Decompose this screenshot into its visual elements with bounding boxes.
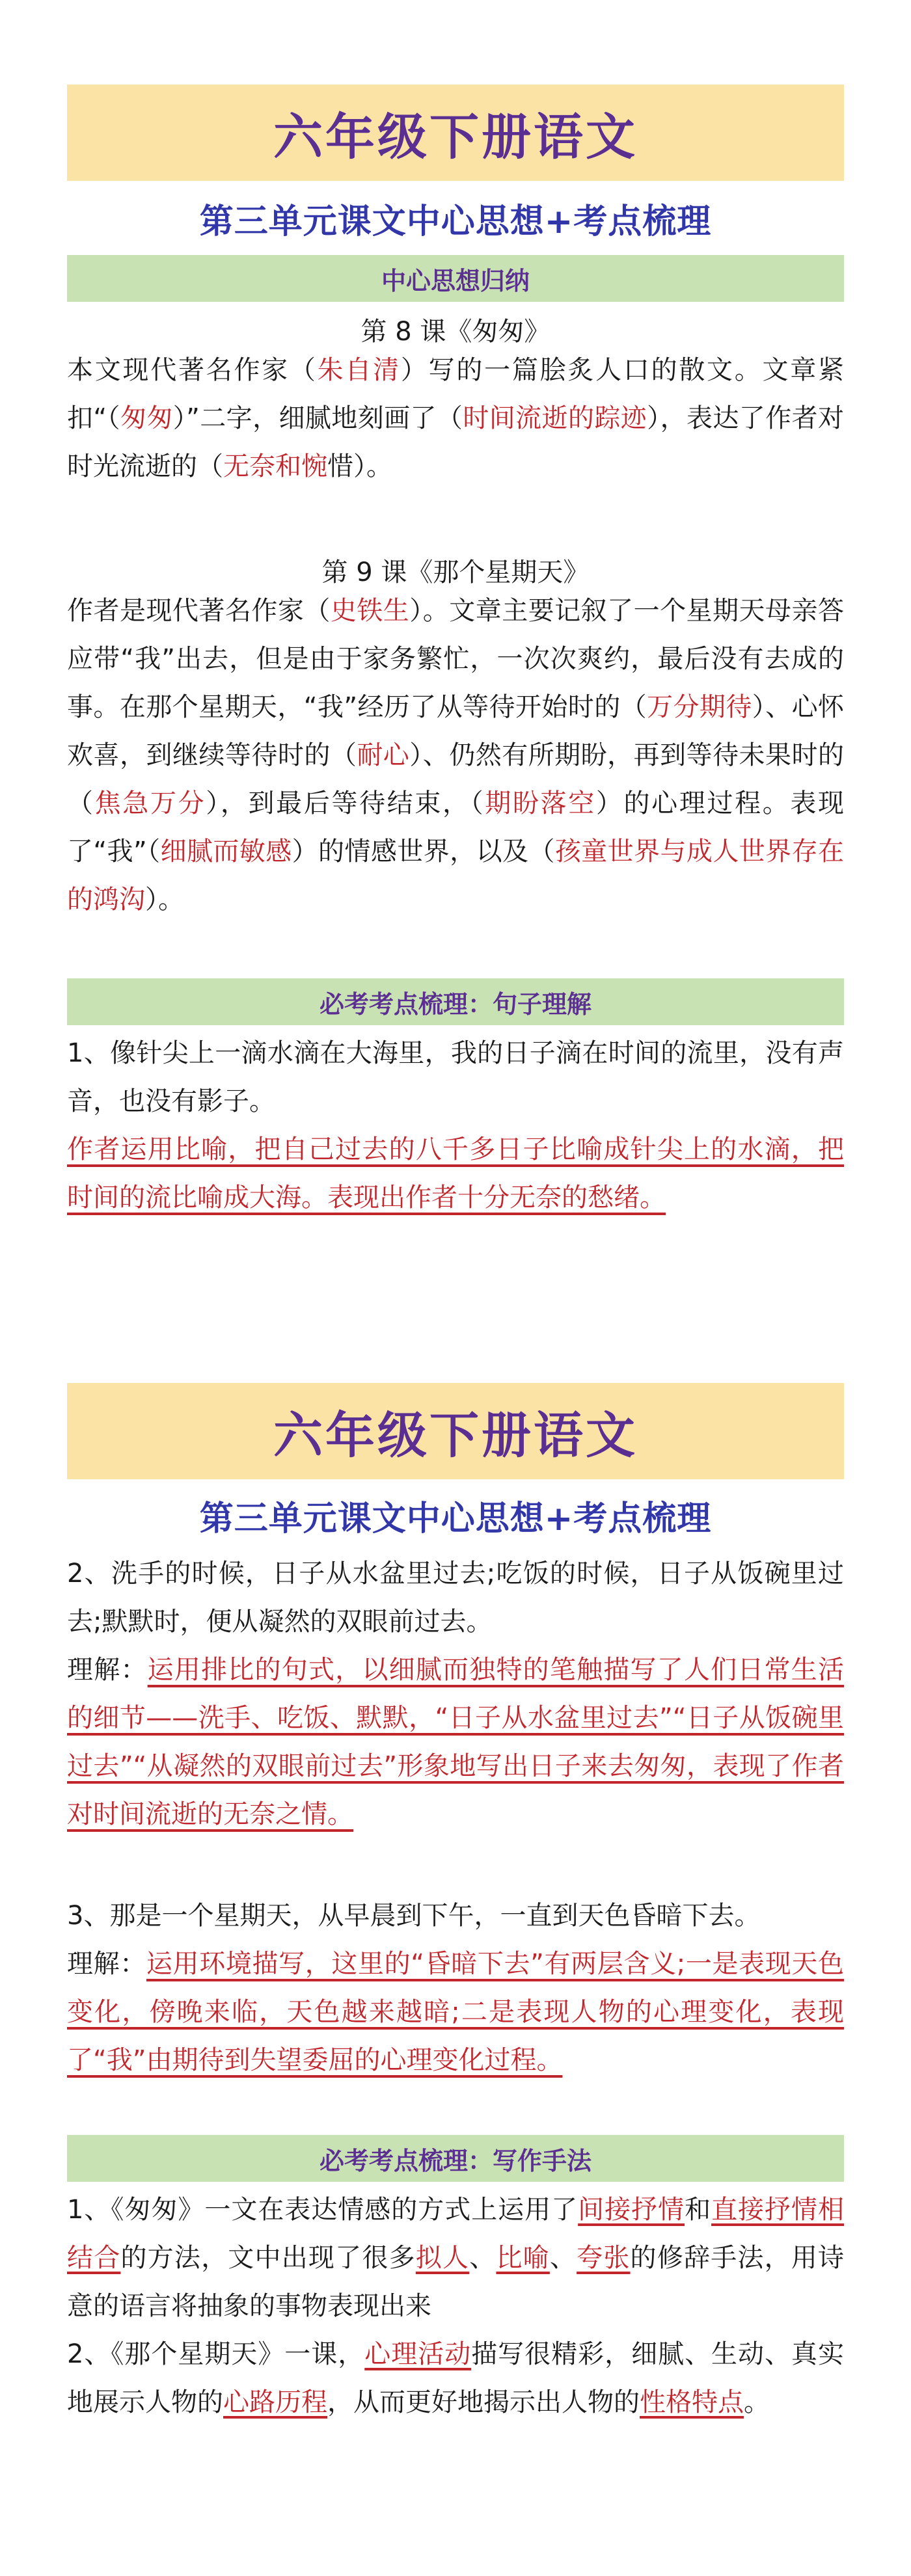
lesson-8-title: 第 8 课《匆匆》 <box>360 317 551 347</box>
section-header-label: 必考考点梳理：句子理解 <box>319 989 591 1019</box>
section-header-sentence <box>67 978 844 1025</box>
writing-point-2: 2、《那个星期天》一课，心理活动描写很精彩，细腻、生动、真实地展示人物的心路历程，从而更好地揭示出人物的性格特点。 <box>67 2339 844 2417</box>
question-2-explanation <box>67 1646 844 1838</box>
title-banner-2 <box>67 1383 844 1479</box>
lesson-8-summary: 本文现代著名作家（朱自清）写的一篇脍炙人口的散文。文章紧扣“（匆匆）”二字，细腻地刻画了（时间流逝的踪迹），表达了作者对时光流逝的（无奈和惋惜）。 <box>67 355 845 481</box>
subtitle-2: 第三单元课文中心思想+考点梳理 <box>199 1499 712 1538</box>
writing-point-1: 1、《匆匆》一文在表达情感的方式上运用了间接抒情和直接抒情相结合的方法，文中出现了很多拟人、比喻、夸张的修辞手法，用诗意的语言将抽象的事物表现出来 <box>67 2195 845 2321</box>
banner-title: 六年级下册语文 <box>273 107 638 166</box>
section-header-central-idea <box>67 255 844 302</box>
subtitle-1: 第三单元课文中心思想+考点梳理 <box>199 202 712 241</box>
question-3-explanation <box>67 1940 844 2084</box>
explanation-label: 理解： <box>67 1949 146 1979</box>
question-3-text: 3、那是一个星期天，从早晨到下午，一直到天色昏暗下去。 <box>67 1901 761 1931</box>
section-header-writing <box>67 2135 844 2182</box>
section-header-label: 必考考点梳理：写作手法 <box>319 2146 591 2175</box>
question-1-text: 1、像针尖上一滴水滴在大海里，我的日子滴在时间的流里，没有声音，也没有影子。 <box>67 1038 844 1116</box>
explanation-answer: 运用排比的句式，以细腻而独特的笔触描写了人们日常生活的细节——洗手、吃饭、默默，“日子从水盆里过去”“日子从饭碗里过去”“从凝然的双眼前过去”形象地写出日子来去匆匆，表现了作者对时间流逝的无奈之情。 <box>67 1655 845 1829</box>
lesson-9-title: 第 9 课《那个星期天》 <box>321 557 590 587</box>
question-1-answer: 作者运用比喻，把自己过去的八千多日子比喻成针尖上的水滴，把时间的流比喻成大海。表现出作者十分无奈的愁绪。 <box>67 1134 844 1213</box>
explanation-answer: 运用环境描写，这里的“昏暗下去”有两层含义;一是表现天色变化，傍晚来临，天色越来越暗;二是表现人物的心理变化，表现了“我”由期待到失望委屈的心理变化过程。 <box>67 1949 845 2075</box>
lesson-9-summary: 作者是现代著名作家（史铁生）。文章主要记叙了一个星期天母亲答应带“我”出去，但是由于家务繁忙，一次次爽约，最后没有去成的事。在那个星期天，“我”经历了从等待开始时的（万分期待）、心怀欢喜，到继续等待时的（耐心）、仍然有所期盼，再到等待未果时的（焦急万分），到最后等待结束，（期盼落空）的心理过程。表现了“我”（细腻而敏感）的情感世界，以及（孩童世界与成人世界存在的鸿沟）。 <box>67 596 845 915</box>
explanation-label: 理解： <box>67 1655 148 1685</box>
section-header-label: 中心思想归纳 <box>381 266 530 295</box>
question-2-text: 2、洗手的时候，日子从水盆里过去;吃饭的时候，日子从饭碗里过去;默默时，便从凝然的双眼前过去。 <box>67 1559 844 1637</box>
banner-title: 六年级下册语文 <box>273 1406 638 1464</box>
title-banner-1 <box>67 85 844 181</box>
